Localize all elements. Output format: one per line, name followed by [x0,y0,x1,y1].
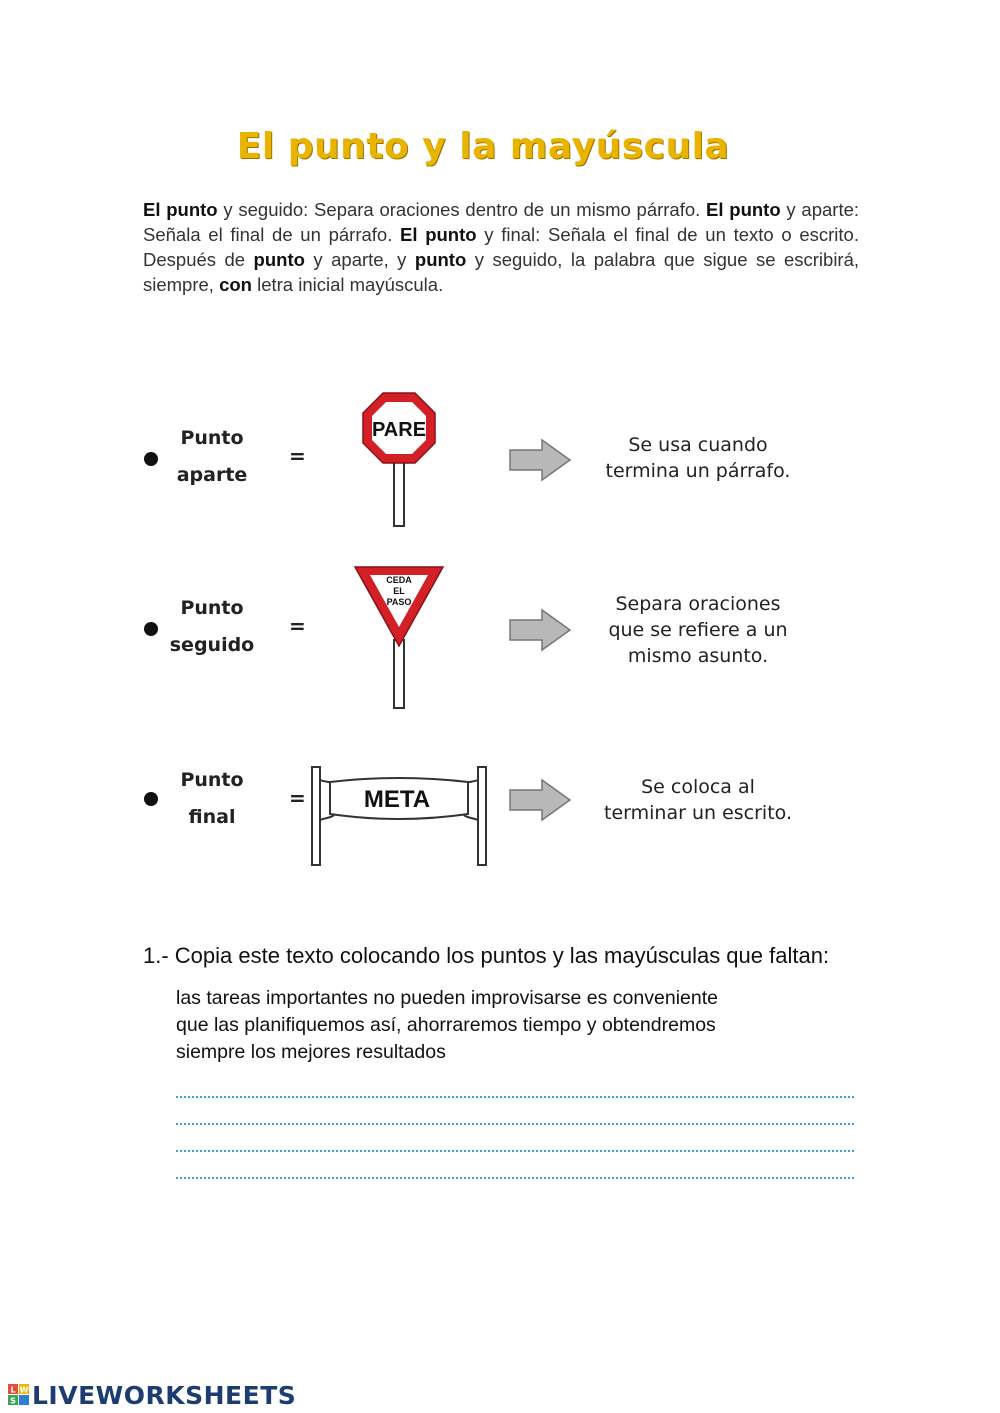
equals-sign: = [289,444,306,468]
intro-bold-run: punto [253,249,305,270]
sign-post [394,640,404,708]
answer-line[interactable] [176,1150,854,1152]
equals-sign: = [289,614,306,638]
intro-text-run: y seguido: Separa oraciones dentro de un mismo párrafo. [217,199,707,220]
desc-line: que se refiere a un [608,619,788,641]
term-line: Punto [180,427,244,449]
desc-line: terminar un escrito. [604,802,792,824]
banner-post-right [478,767,486,865]
description-punto-seguido [568,591,828,669]
description-punto-final [568,774,828,826]
intro-bold-run: con [219,274,252,295]
exercise-instruction: 1.- Copia este texto colocando los puntos y las mayúsculas que faltan: [143,943,830,968]
arrow-right-icon [508,438,572,482]
term-line: Punto [180,597,244,619]
intro-bold-run: El punto [706,199,781,220]
intro-bold-run: El punto [143,199,218,220]
liveworksheets-logo-icon [8,1384,30,1406]
desc-line: mismo asunto. [627,645,769,667]
yield-sign-text-line: CEDA [386,575,412,585]
term-punto-final [152,762,272,836]
intro-text-run: y final: Señala el final de un texto o escrito. Después de [143,224,859,270]
desc-line: Separa oraciones [615,593,781,615]
exercise-text-line: las tareas importantes no pueden improvisarse es conveniente [176,987,718,1009]
answer-line[interactable] [176,1177,854,1179]
arrow-right-icon [508,778,572,822]
stop-sign-icon [360,390,438,530]
logo-letter: W [19,1385,29,1395]
exercise-text-line: siempre los mejores resultados [176,1041,446,1063]
arrow-right-icon [508,608,572,652]
finish-banner-icon [308,764,492,868]
term-line: final [188,806,236,828]
yield-sign-icon [352,564,446,712]
intro-bold-run: punto [414,249,467,270]
intro-text-run: y seguido, la palabra que sigue se escribirá, siempre, [143,249,860,295]
yield-sign-text-line: PASO [386,597,412,607]
intro-paragraph [143,197,859,297]
stop-sign-text: PARE [371,419,427,441]
desc-line: Se coloca al [641,776,755,798]
logo-letter: S [10,1396,16,1406]
page-title: El punto y la mayúscula [236,126,730,167]
term-line: seguido [169,634,255,656]
intro-bold-run: El punto [400,224,477,245]
banner-post-left [312,767,320,865]
desc-line: termina un párrafo. [605,460,791,482]
term-line: aparte [176,464,248,486]
answer-line[interactable] [176,1096,854,1098]
exercise-text-line: que las planifiquemos así, ahorraremos tiempo y obtendremos [176,1014,716,1036]
term-line: Punto [180,769,244,791]
intro-text-run: letra inicial mayúscula. [251,274,444,295]
equals-sign: = [289,786,306,810]
description-punto-aparte [568,432,828,484]
intro-text-run: y aparte: Señala el final de un párrafo. [143,199,860,245]
logo-letter: L [10,1385,16,1395]
yield-sign-text-line: EL [393,586,405,596]
answer-line[interactable] [176,1123,854,1125]
intro-text-run: y aparte, y [304,249,415,270]
brand-name[interactable]: LIVEWORKSHEETS [32,1381,297,1410]
banner-text: META [363,786,431,813]
term-punto-aparte [152,420,272,494]
term-punto-seguido [152,590,272,664]
desc-line: Se usa cuando [628,434,768,456]
sign-post [394,456,404,526]
exercise-text [176,985,836,1066]
